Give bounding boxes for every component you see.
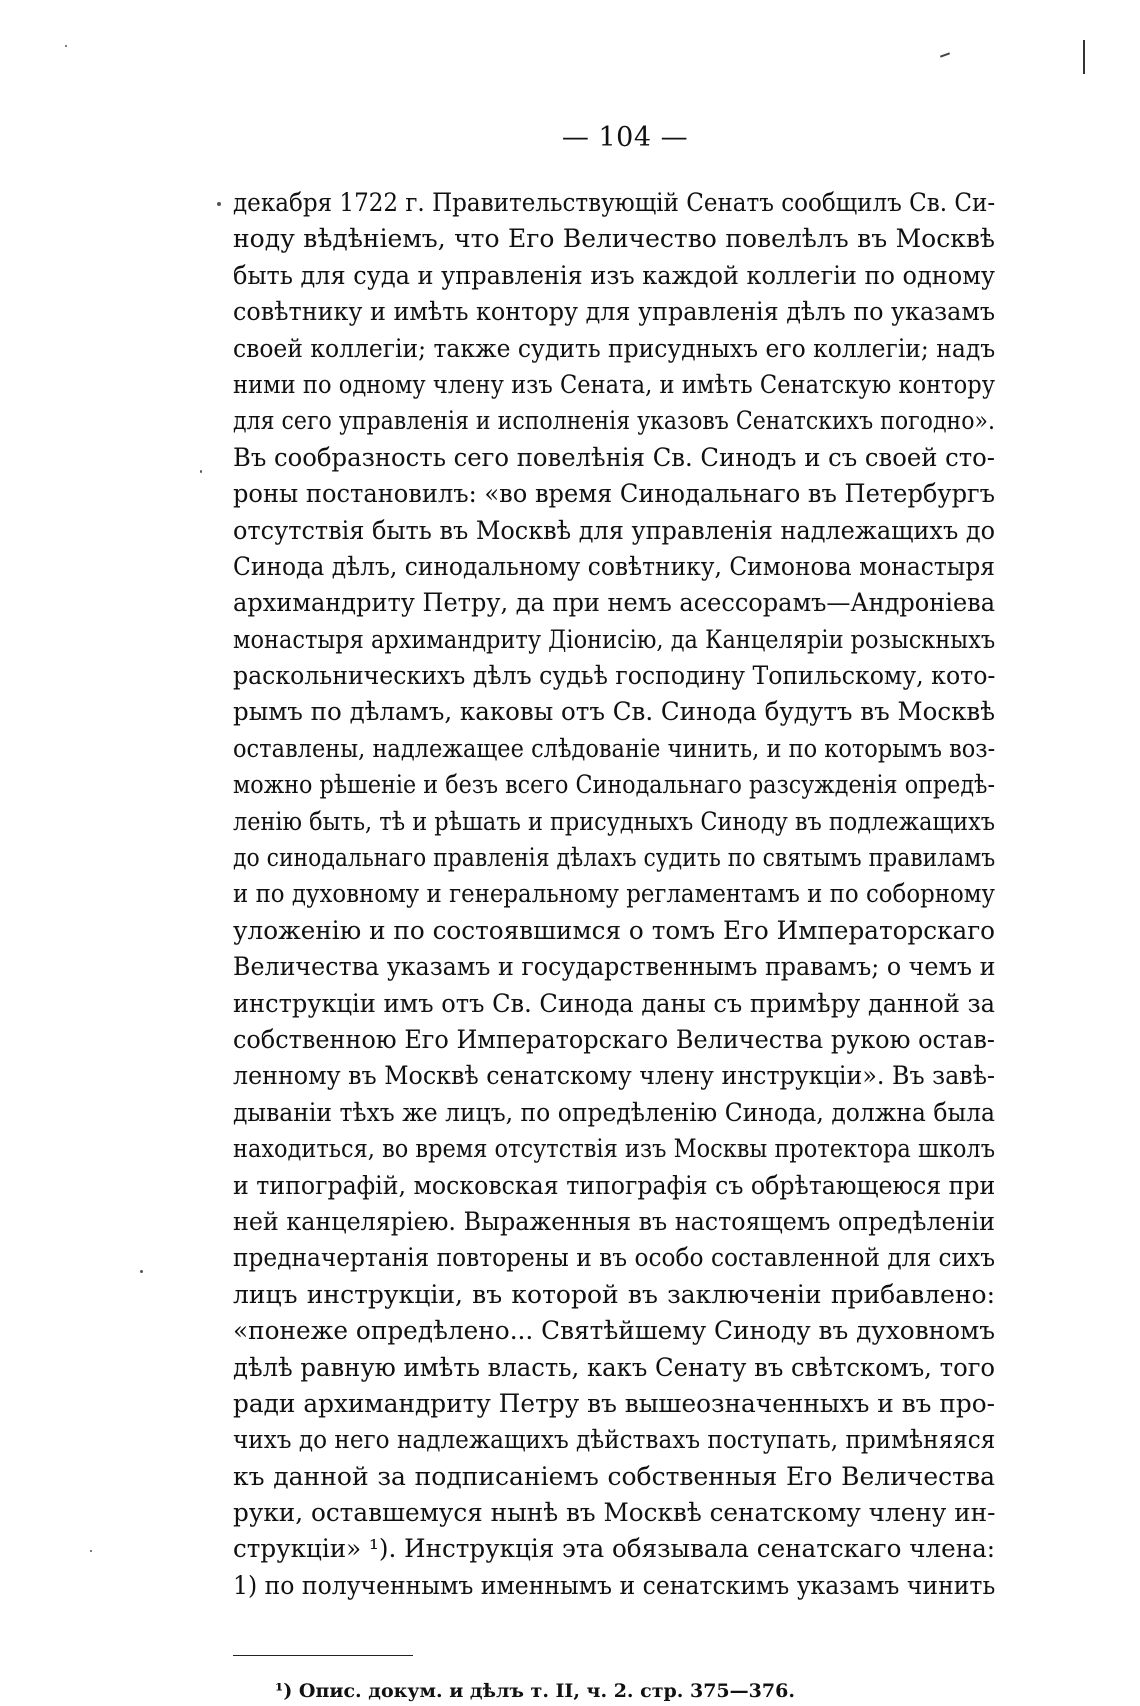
text-line: Величества указамъ и государственнымъ правамъ; о чемъ и — [233, 952, 995, 982]
speck — [217, 202, 221, 206]
text-line: руки, оставшемуся нынѣ въ Москвѣ сенатскому члену ин- — [233, 1498, 995, 1528]
margin-mark — [940, 52, 950, 57]
text-line: монастыря архимандриту Діонисію, да Канцеляріи розыскныхъ — [233, 624, 995, 654]
text-line: оставлены, надлежащее слѣдованіе чинить, и по которымъ воз- — [233, 733, 995, 763]
text-line: 1) по полученнымъ именнымъ и сенатскимъ указамъ чинить — [233, 1570, 995, 1600]
text-line: можно рѣшеніе и безъ всего Синодальнаго разсужденія опредѣ- — [233, 770, 995, 800]
page-number: — 104 — — [561, 122, 689, 153]
text-line: лицъ инструкціи, въ которой въ заключеніи прибавлено: — [233, 1279, 995, 1309]
text-line: роны постановилъ: «во время Синодальнаго въ Петербургъ — [233, 479, 995, 509]
speck — [200, 470, 202, 473]
text-line: ленному въ Москвѣ сенатскому члену инструкціи». Въ завѣ- — [233, 1061, 995, 1091]
text-line: и типографій, московская типографія съ обрѣтающеюся при — [233, 1170, 995, 1200]
text-line: и по духовному и генеральному регламентамъ и по соборному — [233, 879, 995, 909]
text-line: дываніи тѣхъ же лицъ, по опредѣленію Синода, должна была — [233, 1097, 995, 1127]
text-line: ради архимандриту Петру въ вышеозначенныхъ и въ про- — [233, 1388, 995, 1418]
speck — [90, 1550, 92, 1552]
text-line: ними по одному члену изъ Сената, и имѣть Сенатскую контору — [233, 369, 995, 399]
text-line: ней канцеляріею. Выраженныя въ настоящемъ опредѣленіи — [233, 1206, 995, 1236]
text-line: декабря 1722 г. Правительствующій Сенатъ сообщилъ Св. Си- — [233, 188, 995, 217]
text-line: быть для суда и управленія изъ каждой коллегіи по одному — [233, 260, 995, 290]
text-line: ленію быть, тѣ и рѣшать и присудныхъ Синоду въ подлежащихъ — [233, 806, 995, 836]
text-line: предначертанія повторены и въ особо составленной для сихъ — [233, 1243, 995, 1273]
text-line: совѣтнику и имѣть контору для управленія дѣлъ по указамъ — [233, 297, 995, 327]
text-line: Синода дѣлъ, синодальному совѣтнику, Симонова монастыря — [233, 551, 995, 581]
text-line: инструкціи имъ отъ Св. Синода даны съ примѣру данной за — [233, 988, 995, 1018]
text-line: уложенію и по состоявшимся о томъ Его Императорскаго — [233, 915, 995, 945]
text-line: Въ сообразность сего повелѣнія Св. Синодъ и съ своей сто- — [233, 442, 995, 472]
text-line: отсутствія быть въ Москвѣ для управленія надлежащихъ до — [233, 515, 995, 545]
text-line: ноду вѣдѣніемъ, что Его Величество повелѣлъ въ Москвѣ — [233, 224, 995, 254]
text-line: струкціи» ¹). Инструкція эта обязывала сенатскаго члена: — [233, 1534, 995, 1564]
margin-mark — [1083, 40, 1085, 74]
speck — [65, 45, 67, 47]
text-line: «понеже опредѣлено... Святѣйшему Синоду въ духовномъ — [233, 1316, 995, 1346]
text-line: къ данной за подписаніемъ собственныя Его Величества — [233, 1461, 995, 1491]
speck — [140, 1270, 143, 1273]
footnote: ¹) Опис. докум. и дѣлъ т. II, ч. 2. стр. 375—376. — [275, 1680, 795, 1702]
text-line: своей коллегіи; также судить присудныхъ его коллегіи; надъ — [233, 333, 995, 363]
text-line: для сего управленія и исполненія указовъ Сенатскихъ погодно». — [233, 406, 995, 436]
body-text — [233, 185, 995, 1604]
text-line: дѣлѣ равную имѣть власть, какъ Сенату въ свѣтскомъ, того — [233, 1352, 995, 1382]
text-line: находиться, во время отсутствія изъ Москвы протектора школъ — [233, 1134, 995, 1164]
text-line: собственною Его Императорскаго Величества рукою остав- — [233, 1024, 995, 1054]
text-line: рымъ по дѣламъ, каковы отъ Св. Синода будутъ въ Москвѣ — [233, 697, 995, 727]
text-line: раскольническихъ дѣлъ судьѣ господину Топильскому, кото- — [233, 661, 995, 691]
text-line: чихъ до него надлежащихъ дѣйствахъ поступать, примѣняяся — [233, 1425, 995, 1455]
footnote-rule — [233, 1655, 413, 1656]
text-line: до синодальнаго правленія дѣлахъ судить по святымъ правиламъ — [233, 843, 995, 873]
text-line: архимандриту Петру, да при немъ асессорамъ—Андроніева — [233, 588, 995, 618]
